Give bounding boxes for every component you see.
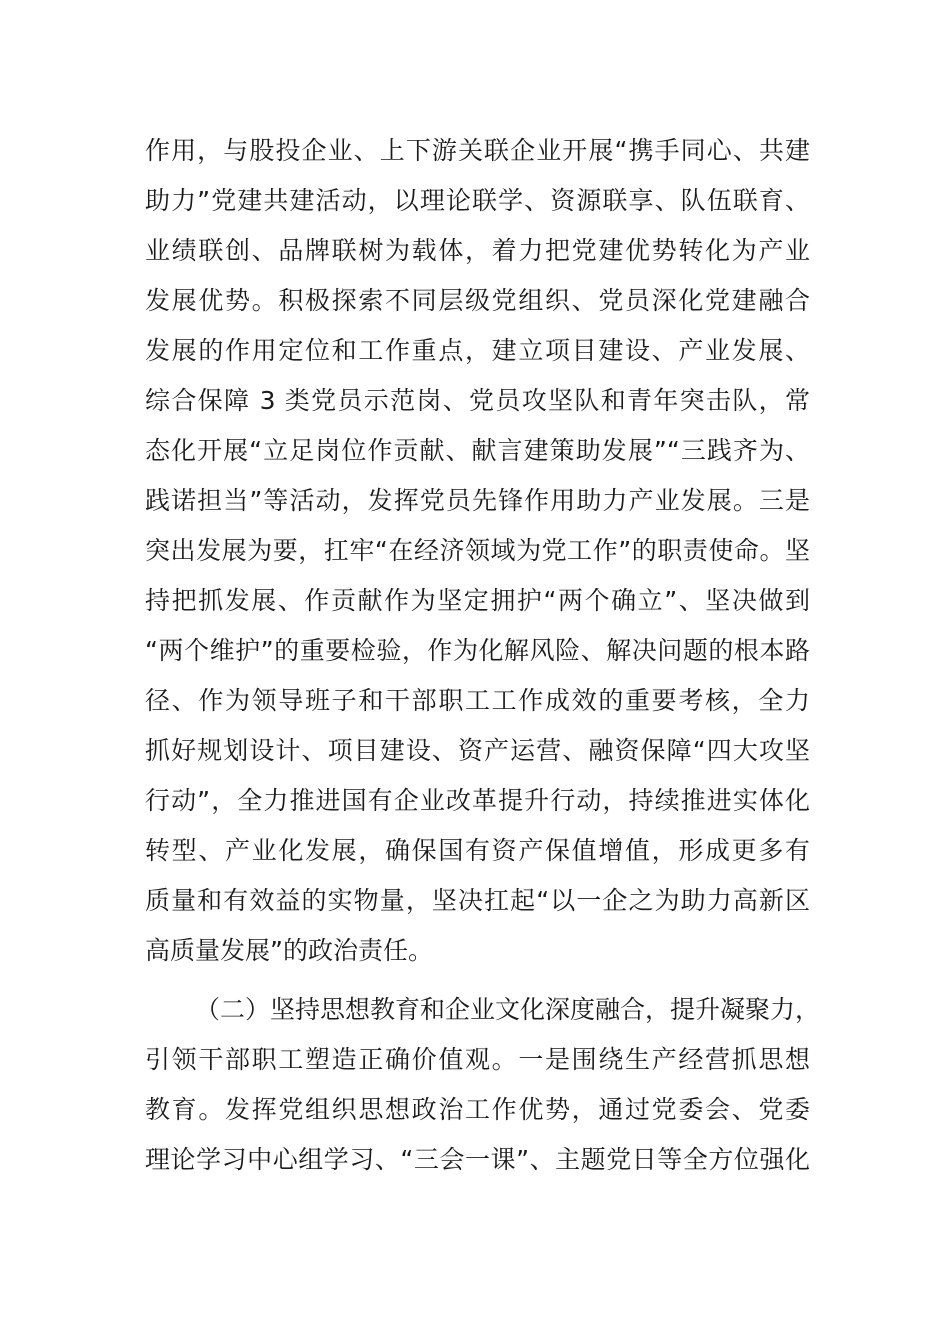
text-line: 教育。发挥党组织思想政治工作优势，通过党委会、党委	[145, 1095, 810, 1124]
text-line: “两个维护”的重要检验，作为化解风险、解决问题的根本路	[145, 636, 810, 665]
text-line: 抓好规划设计、项目建设、资产运营、融资保障“四大攻坚	[145, 736, 810, 765]
text-line: 助力”党建共建活动，以理论联学、资源联享、队伍联育、	[145, 186, 810, 215]
text-line: 径、作为领导班子和干部职工工作成效的重要考核，全力	[145, 686, 810, 715]
text-line: 综合保障 3 类党员示范岗、党员攻坚队和青年突击队，常	[145, 386, 810, 415]
text-line: 发展的作用定位和工作重点，建立项目建设、产业发展、	[145, 336, 810, 365]
text-line: 持把抓发展、作贡献作为坚定拥护“两个确立”、坚决做到	[145, 586, 810, 615]
paragraph-ideological-education	[145, 985, 821, 1185]
text-line: 突出发展为要，扛牢“在经济领域为党工作”的职责使命。坚	[145, 536, 810, 565]
text-line: 态化开展“立足岗位作贡献、献言建策助发展”“三践齐为、	[145, 436, 810, 465]
text-line: 作用，与股投企业、上下游关联企业开展“携手同心、共建	[145, 136, 810, 165]
text-line: 引领干部职工塑造正确价值观。一是围绕生产经营抓思想	[145, 1045, 810, 1074]
paragraph-party-building-integration	[145, 126, 810, 976]
text-line: 高质量发展”的政治责任。	[145, 936, 433, 965]
text-line: 转型、产业化发展，确保国有资产保值增值，形成更多有	[145, 836, 810, 865]
section-heading-line: （二）坚持思想教育和企业文化深度融合，提升凝聚力，	[195, 995, 821, 1024]
text-line: 理论学习中心组学习、“三会一课”、主题党日等全方位强化	[145, 1145, 810, 1174]
text-line: 业绩联创、品牌联树为载体，着力把党建优势转化为产业	[145, 236, 810, 265]
text-line: 发展优势。积极探索不同层级党组织、党员深化党建融合	[145, 286, 810, 315]
text-line: 践诺担当”等活动，发挥党员先锋作用助力产业发展。三是	[145, 486, 810, 515]
text-line: 质量和有效益的实物量，坚决扛起“以一企之为助力高新区	[145, 886, 810, 915]
text-line: 行动”，全力推进国有企业改革提升行动，持续推进实体化	[145, 786, 810, 815]
